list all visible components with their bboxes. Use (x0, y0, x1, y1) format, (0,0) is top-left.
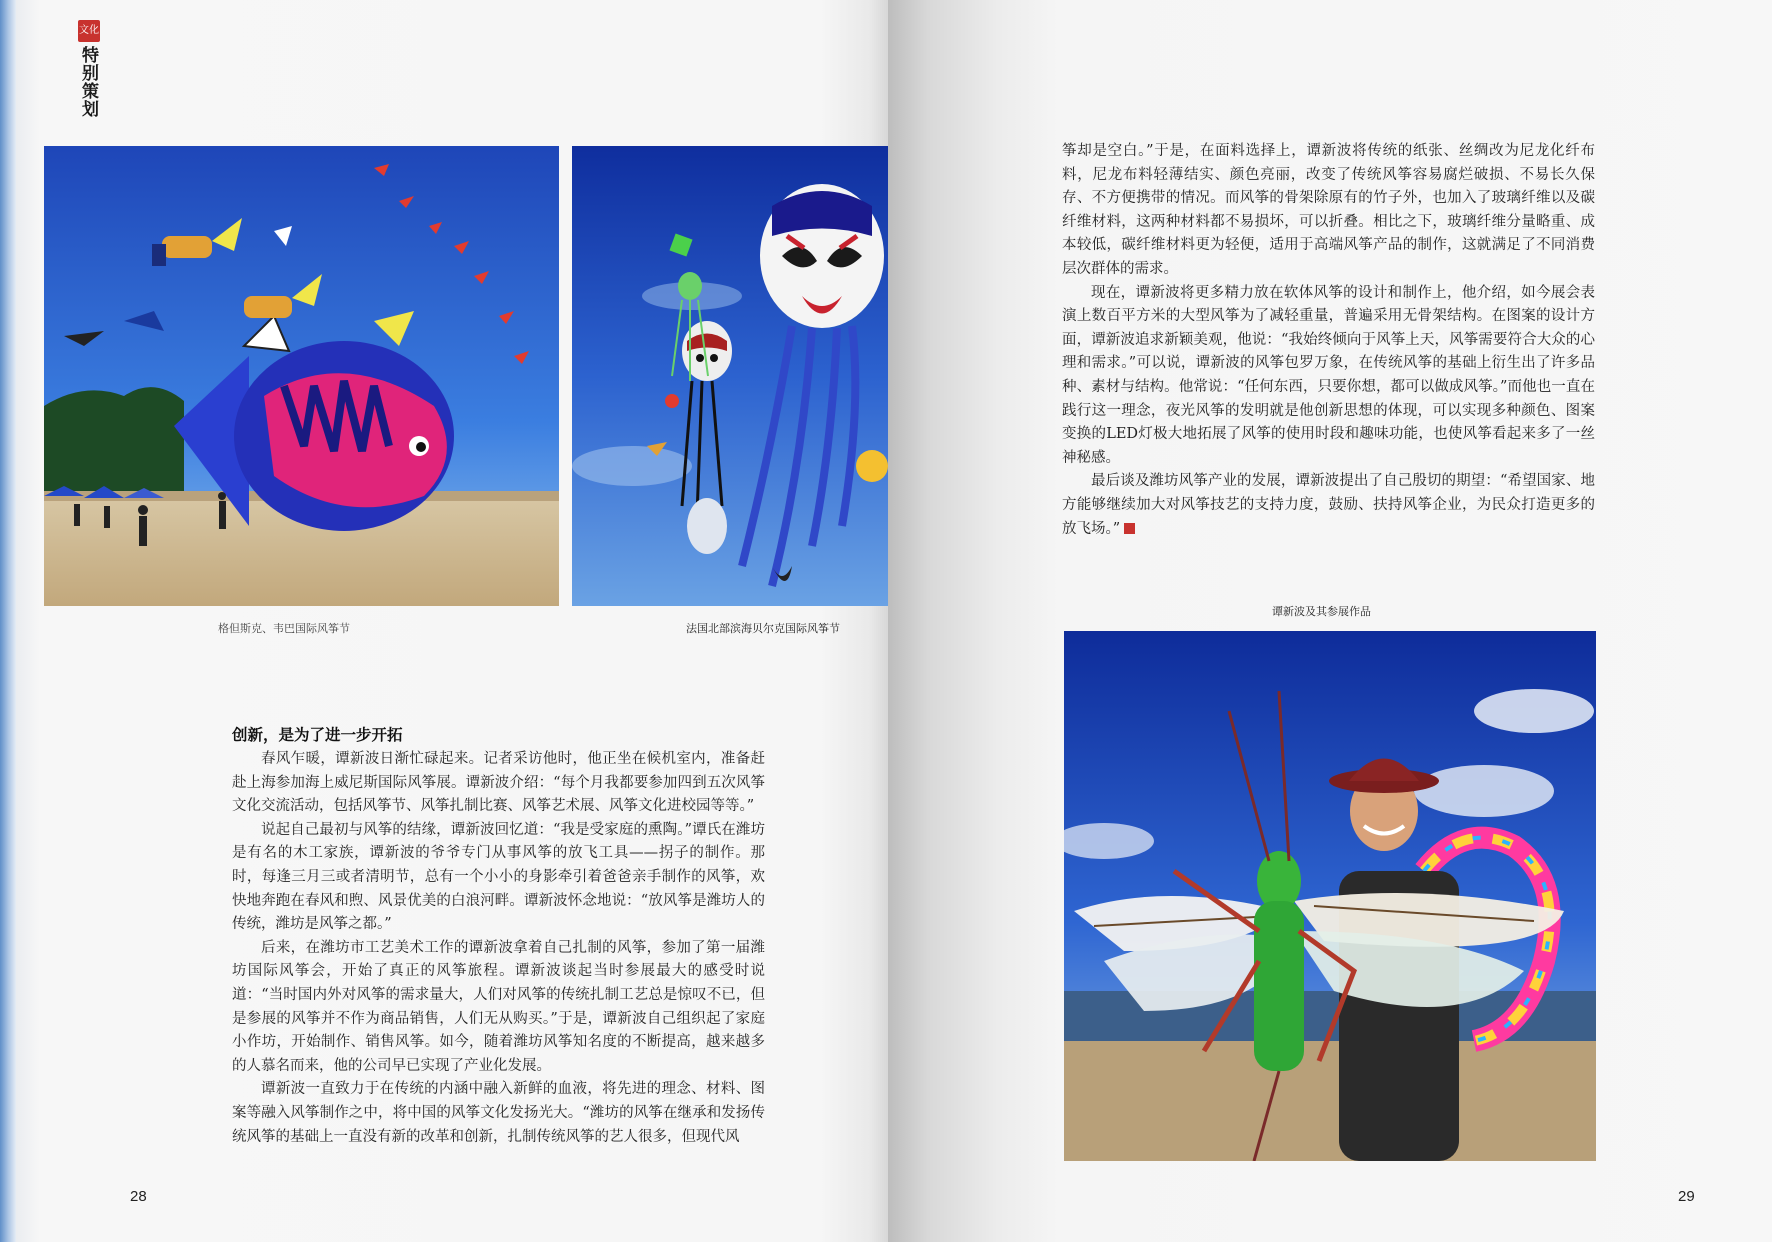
beach-kite-illustration (44, 146, 559, 606)
opera-mask-kite-illustration (572, 146, 888, 606)
paragraph: 谭新波一直致力于在传统的内涵中融入新鲜的血液，将先进的理念、材料、图案等融入风筝制作之中，将中国的风筝文化发扬光大。“潍坊的风筝在继承和发扬传统风筝的基础上一直没有新的改革和创新，扎制传统风筝的艺人很多，但现代风 (232, 1081, 765, 1145)
paragraph: 说起自己最初与风筝的结缘，谭新波回忆道：“我是受家庭的熏陶。”谭氏在潍坊是有名的木工家族，谭新波的爷爷专门从事风筝的放飞工具——拐子的制作。那时，每逢三月三或者清明节，总有一个小小的身影牵引着爸爸亲手制作的风筝，欢快地奔跑在春风和煦、风景优美的白浪河畔。谭新波怀念地说：“放风筝是潍坊人的传统，潍坊是风筝之都。” (232, 821, 765, 933)
section-title: 特别策划 (78, 46, 98, 118)
section-marker (78, 20, 104, 118)
beach-kite-festival-photo (44, 146, 559, 606)
right-article (1062, 140, 1595, 541)
opera-mask-kites-photo (572, 146, 888, 606)
paragraph: 现在，谭新波将更多精力放在软体风筝的设计和制作上，他介绍，如今展会表演上数百平方米的大型风筝为了减轻重量，普遍采用无骨架结构。在图案的设计方面，谭新波追求新颖美观，他说：“我始终倾向于风筝上天，风筝需要符合大众的心理和需求。”可以说，谭新波的风筝包罗万象，在传统风筝的基础上衍生出了许多品种、素材与结构。他常说：“任何东西，只要你想，都可以做成风筝。”而他也一直在践行这一理念，夜光风筝的发明就是他创新思想的体现，可以实现多种颜色、图案变换的LED灯极大地拓展了风筝的使用时段和趣味功能，也使风筝看起来多了一丝神秘感。 (1062, 284, 1595, 466)
end-mark-icon (1124, 523, 1135, 534)
paragraph: 后来，在潍坊市工艺美术工作的谭新波拿着自己扎制的风筝，参加了第一届潍坊国际风筝会，开始了真正的风筝旅程。谭新波谈起当时参展最大的感受时说道：“当时国内外对风筝的需求量大，人们对风筝的传统扎制工艺总是惊叹不已，但是参展的风筝并不作为商品销售，人们无从购买。”于是，谭新波自己组织起了家庭小作坊，开始制作、销售风筝。如今，随着潍坊风筝知名度的不断提高，越来越多的人慕名而来，他的公司早已实现了产业化发展。 (232, 939, 765, 1074)
caption-beach-kite-festival: 格但斯克、韦巴国际风筝节 (218, 622, 350, 635)
page-number-left: 28 (130, 1188, 147, 1205)
caption-opera-mask-kites: 法国北部滨海贝尔克国际风筝节 (686, 622, 840, 635)
grasshopper-kite-illustration (1064, 631, 1596, 1161)
paragraph: 筝却是空白。”于是，在面料选择上，谭新波将传统的纸张、丝绸改为尼龙化纤布料，尼龙布料轻薄结实、颜色亮丽，改变了传统风筝容易腐烂破损、不易长久保存、不方便携带的情况。而风筝的骨架除原有的竹子外，也加入了玻璃纤维以及碳纤维材料，这两种材料都不易损坏，可以折叠。相比之下，玻璃纤维分量略重、成本较低，碳纤维材料更为轻便，适用于高端风筝产品的制作，这就满足了不同消费层次群体的需求。 (1062, 143, 1595, 277)
caption-artist-with-kite: 谭新波及其参展作品 (1272, 605, 1371, 618)
previous-page-edge (0, 0, 16, 1242)
paragraph: 春风乍暖，谭新波日渐忙碌起来。记者采访他时，他正坐在候机室内，准备赶赴上海参加海上威尼斯国际风筝展。谭新波介绍：“每个月我都要参加四到五次风筝文化交流活动，包括风筝节、风筝扎制比赛、风筝艺术展、风筝文化进校园等等。” (232, 751, 765, 815)
paragraph-text: 最后谈及潍坊风筝产业的发展，谭新波提出了自己殷切的期望：“希望国家、地方能够继续加大对风筝技艺的支持力度，鼓励、扶持风筝企业，为民众打造更多的放飞场。” (1062, 473, 1595, 537)
left-article (232, 724, 765, 1149)
artist-grasshopper-kite-photo (1064, 631, 1596, 1161)
paragraph (1062, 470, 1595, 541)
page-number-right: 29 (1678, 1188, 1695, 1205)
section-seal-icon: 文化 (78, 20, 100, 42)
article-heading: 创新，是为了进一步开拓 (232, 726, 403, 744)
